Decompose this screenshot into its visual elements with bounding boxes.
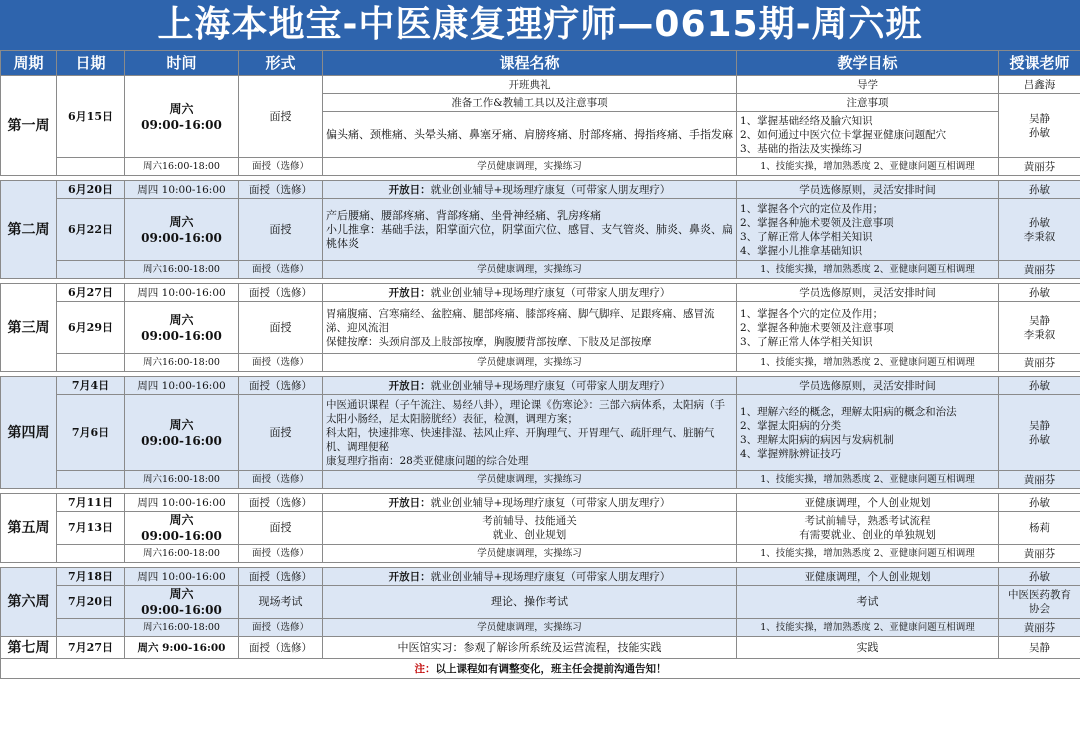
goal-line: 1、掌握各个穴的定位及作用； <box>740 307 884 320</box>
goal-line: 有需要就业、创业的单独规划 <box>799 529 936 541</box>
open-day-label: 开放日： <box>388 379 431 392</box>
teacher-cell: 孙敏 <box>999 568 1080 586</box>
course-line: 胃痛腹痛、宫寒痛经、盆腔痛、腿部疼痛、膝部疼痛、脚气脚痒、足跟疼痛、感冒流涕、迎风流泪 <box>326 307 715 334</box>
time-cell <box>125 76 239 158</box>
teacher-cell: 孙敏 <box>999 377 1080 395</box>
time-cell: 周四 10:00-16:00 <box>125 284 239 302</box>
teacher-cell: 孙敏 <box>999 181 1080 199</box>
course-line: 康复理疗指南：28类亚健康问题的综合处理 <box>326 454 529 467</box>
time-day: 周六 <box>169 513 194 527</box>
goal-cell: 1、技能实操，增加熟悉度 2、亚健康问题互相调理 <box>737 354 999 372</box>
time-cell: 周四 10:00-16:00 <box>125 181 239 199</box>
course-line: 保健按摩：头颈肩部及上肢部按摩，胸腹腰背部按摩、下肢及足部按摩 <box>326 335 652 348</box>
date-cell: 6月27日 <box>57 284 125 302</box>
week-label: 第四周 <box>1 377 57 489</box>
footer-label: 注： <box>414 662 436 675</box>
goal-cell: 1、技能实操，增加熟悉度 2、亚健康问题互相调理 <box>737 261 999 279</box>
open-day-text: 就业创业辅导+现场理疗康复（可带家人朋友理疗） <box>430 286 671 299</box>
teacher-name: 吴静 <box>1029 314 1050 327</box>
time-cell <box>125 512 239 545</box>
form-cell: 面授（选修） <box>239 261 323 279</box>
header-course: 课程名称 <box>323 51 737 76</box>
table-row <box>1 512 1080 545</box>
form-cell: 面授（选修） <box>239 494 323 512</box>
time-day: 周六 <box>169 101 194 116</box>
goal-line: 1、掌握基础经络及腧穴知识 <box>740 114 873 127</box>
course-cell: 学员健康调理，实操练习 <box>323 545 737 563</box>
week-label: 第七周 <box>1 637 57 659</box>
time-range: 09:00-16:00 <box>141 117 222 132</box>
open-day-text: 就业创业辅导+现场理疗康复（可带家人朋友理疗） <box>430 570 671 583</box>
course-cell: 学员健康调理，实操练习 <box>323 471 737 489</box>
table-row <box>1 586 1080 619</box>
teacher-cell: 黄丽芬 <box>999 471 1080 489</box>
goal-line: 2、掌握太阳病的分类 <box>740 419 842 432</box>
week-label: 第三周 <box>1 284 57 372</box>
form-cell: 面授 <box>239 199 323 261</box>
header-form: 形式 <box>239 51 323 76</box>
form-cell: 面授（选修） <box>239 545 323 563</box>
form-cell: 面授（选修） <box>239 637 323 659</box>
time-cell: 周六16:00-18:00 <box>125 471 239 489</box>
date-cell: 6月15日 <box>57 76 125 158</box>
goal-line: 3、了解正常人体学相关知识 <box>740 230 873 243</box>
open-day-label: 开放日： <box>388 496 431 509</box>
goal-line: 2、掌握各种施术要领及注意事项 <box>740 216 894 229</box>
time-cell: 周六16:00-18:00 <box>125 158 239 176</box>
date-cell: 7月20日 <box>57 586 125 619</box>
teacher-name: 李秉叙 <box>1023 328 1056 341</box>
date-cell: 7月13日 <box>57 512 125 545</box>
time-cell: 周六16:00-18:00 <box>125 619 239 637</box>
time-cell <box>125 586 239 619</box>
open-day-row <box>1 284 1080 302</box>
course-cell <box>323 284 737 302</box>
evening-row <box>1 261 1080 279</box>
open-day-row <box>1 181 1080 199</box>
course-line: 科太阳，快速排寒、快速排湿、祛风止痒、开胸理气、开胃理气、疏肝理气、脏腑气机、调理便秘 <box>326 426 715 453</box>
goal-cell: 学员选修原则，灵活安排时间 <box>737 181 999 199</box>
time-range: 09:00-16:00 <box>141 433 222 448</box>
goal-line: 3、基础的指法及实操练习 <box>740 142 863 155</box>
course-cell: 学员健康调理，实操练习 <box>323 261 737 279</box>
course-cell: 开班典礼 <box>323 76 737 94</box>
form-cell: 面授（选修） <box>239 181 323 199</box>
header-time: 时间 <box>125 51 239 76</box>
date-cell <box>57 545 125 563</box>
teacher-name: 孙敏 <box>1029 433 1050 446</box>
week-label: 第二周 <box>1 181 57 279</box>
teacher-cell: 黄丽芬 <box>999 619 1080 637</box>
course-cell: 学员健康调理，实操练习 <box>323 158 737 176</box>
week-label: 第一周 <box>1 76 57 176</box>
form-cell: 面授（选修） <box>239 568 323 586</box>
time-range: 09:00-16:00 <box>141 328 222 343</box>
evening-row <box>1 545 1080 563</box>
time-day: 周六 <box>169 214 194 229</box>
teacher-cell <box>999 395 1080 471</box>
schedule-table <box>0 50 1080 679</box>
goal-cell: 1、技能实操，增加熟悉度 2、亚健康问题互相调理 <box>737 471 999 489</box>
header-goal: 教学目标 <box>737 51 999 76</box>
time-cell: 周六16:00-18:00 <box>125 354 239 372</box>
teacher-name: 协会 <box>1029 603 1050 615</box>
date-cell <box>57 471 125 489</box>
form-cell: 现场考试 <box>239 586 323 619</box>
goal-cell: 亚健康调理，个人创业规划 <box>737 568 999 586</box>
teacher-cell: 黄丽芬 <box>999 545 1080 563</box>
goal-cell <box>737 302 999 354</box>
goal-cell: 1、技能实操，增加熟悉度 2、亚健康问题互相调理 <box>737 545 999 563</box>
form-cell: 面授（选修） <box>239 158 323 176</box>
form-cell: 面授 <box>239 512 323 545</box>
goal-cell: 1、技能实操，增加熟悉度 2、亚健康问题互相调理 <box>737 619 999 637</box>
goal-cell: 考试 <box>737 586 999 619</box>
open-day-row <box>1 568 1080 586</box>
course-cell <box>323 377 737 395</box>
time-day: 周六 <box>169 587 194 601</box>
week-label: 第五周 <box>1 494 57 563</box>
date-cell: 7月4日 <box>57 377 125 395</box>
goal-line: 2、掌握各种施术要领及注意事项 <box>740 321 894 334</box>
date-cell <box>57 354 125 372</box>
course-line: 考前辅导、技能通关 <box>482 515 577 527</box>
date-cell: 6月20日 <box>57 181 125 199</box>
time-cell: 周四 10:00-16:00 <box>125 494 239 512</box>
time-day: 周六 <box>169 312 194 327</box>
goal-cell: 导学 <box>737 76 999 94</box>
teacher-name: 吴静 <box>1029 419 1050 432</box>
evening-row <box>1 158 1080 176</box>
form-cell: 面授（选修） <box>239 354 323 372</box>
teacher-cell: 吕鑫海 <box>999 76 1080 94</box>
date-cell: 7月27日 <box>57 637 125 659</box>
course-cell: 准备工作&教辅工具以及注意事项 <box>323 94 737 112</box>
evening-row <box>1 619 1080 637</box>
teacher-cell: 孙敏 <box>999 284 1080 302</box>
course-cell: 学员健康调理，实操练习 <box>323 354 737 372</box>
course-line: 中医通识课程（子午流注、易经八卦），理论课《伤寒论》：三部六病体系，太阳病（手太阳小肠经，足太阳膀胱经）表征，检测，调理方案； <box>326 398 725 425</box>
footer-row <box>1 659 1080 679</box>
time-range: 09:00-16:00 <box>141 603 222 617</box>
teacher-name: 李秉叙 <box>1023 230 1056 243</box>
date-cell: 7月6日 <box>57 395 125 471</box>
week-label: 第六周 <box>1 568 57 637</box>
date-cell: 6月29日 <box>57 302 125 354</box>
teacher-name: 吴静 <box>1029 112 1050 125</box>
goal-line: 4、掌握辨脉辨证技巧 <box>740 447 842 460</box>
evening-row <box>1 471 1080 489</box>
teacher-cell: 黄丽芬 <box>999 158 1080 176</box>
form-cell: 面授 <box>239 395 323 471</box>
goal-cell: 注意事项 <box>737 94 999 112</box>
goal-line: 2、如何通过中医穴位卡掌握亚健康问题配穴 <box>740 128 947 141</box>
header-period: 周期 <box>1 51 57 76</box>
course-cell: 理论、操作考试 <box>323 586 737 619</box>
teacher-cell: 孙敏 <box>999 494 1080 512</box>
goal-line: 4、掌握小儿推拿基础知识 <box>740 244 863 257</box>
date-cell <box>57 158 125 176</box>
time-cell <box>125 199 239 261</box>
table-row <box>1 76 1080 94</box>
time-cell: 周六16:00-18:00 <box>125 545 239 563</box>
form-cell: 面授（选修） <box>239 377 323 395</box>
form-cell: 面授（选修） <box>239 471 323 489</box>
goal-line: 1、掌握各个穴的定位及作用； <box>740 202 884 215</box>
goal-line: 考试前辅导，熟悉考试流程 <box>804 515 931 527</box>
goal-cell <box>737 395 999 471</box>
course-line: 小儿推拿：基础手法，阳掌面穴位，阴掌面穴位、感冒、支气管炎、肺炎、鼻炎、扁桃体炎 <box>326 222 733 250</box>
course-cell <box>323 494 737 512</box>
teacher-name: 孙敏 <box>1029 126 1050 139</box>
open-day-label: 开放日： <box>388 183 431 196</box>
table-row <box>1 395 1080 471</box>
header-row <box>1 51 1080 76</box>
date-cell <box>57 619 125 637</box>
course-cell <box>323 568 737 586</box>
date-cell: 7月11日 <box>57 494 125 512</box>
form-cell: 面授（选修） <box>239 619 323 637</box>
goal-line: 3、了解正常人体学相关知识 <box>740 335 873 348</box>
time-cell <box>125 302 239 354</box>
course-cell <box>323 199 737 261</box>
time-range: 09:00-16:00 <box>141 230 222 245</box>
course-cell <box>323 302 737 354</box>
time-range: 09:00-16:00 <box>141 529 222 543</box>
goal-cell: 学员选修原则，灵活安排时间 <box>737 284 999 302</box>
course-line: 产后腰痛、腰部疼痛、背部疼痛、坐骨神经痛、乳房疼痛 <box>326 208 601 222</box>
footer-note <box>1 659 1080 679</box>
goal-cell <box>737 199 999 261</box>
footer-text: 以上课程如有调整变化，班主任会提前沟通告知！ <box>435 662 667 675</box>
course-line: 就业、创业规划 <box>492 529 567 541</box>
teacher-cell: 吴静 <box>999 637 1080 659</box>
teacher-name: 孙敏 <box>1029 216 1050 229</box>
header-teacher: 授课老师 <box>999 51 1080 76</box>
table-row <box>1 199 1080 261</box>
goal-cell <box>737 112 999 158</box>
teacher-cell <box>999 302 1080 354</box>
date-cell: 6月22日 <box>57 199 125 261</box>
open-day-row <box>1 377 1080 395</box>
table-row <box>1 637 1080 659</box>
open-day-text: 就业创业辅导+现场理疗康复（可带家人朋友理疗） <box>430 379 671 392</box>
form-cell: 面授（选修） <box>239 284 323 302</box>
goal-cell: 学员选修原则，灵活安排时间 <box>737 377 999 395</box>
header-date: 日期 <box>57 51 125 76</box>
form-cell: 面授 <box>239 302 323 354</box>
course-cell <box>323 181 737 199</box>
time-cell <box>125 395 239 471</box>
teacher-cell: 黄丽芬 <box>999 261 1080 279</box>
evening-row <box>1 354 1080 372</box>
open-day-text: 就业创业辅导+现场理疗康复（可带家人朋友理疗） <box>430 496 671 509</box>
course-cell <box>323 395 737 471</box>
teacher-cell: 黄丽芬 <box>999 354 1080 372</box>
course-cell: 偏头痛、颈椎痛、头晕头痛、鼻塞牙痛、肩膀疼痛、肘部疼痛、拇指疼痛、手指发麻 <box>323 112 737 158</box>
goal-line: 3、理解太阳病的病因与发病机制 <box>740 433 894 446</box>
teacher-name: 中医医药教育 <box>1008 589 1071 601</box>
course-cell: 中医馆实习：参观了解诊所系统及运营流程，技能实践 <box>323 637 737 659</box>
time-cell: 周六16:00-18:00 <box>125 261 239 279</box>
goal-line: 1、理解六经的概念，理解太阳病的概念和治法 <box>740 405 957 418</box>
open-day-label: 开放日： <box>388 286 431 299</box>
date-cell: 7月18日 <box>57 568 125 586</box>
date-cell <box>57 261 125 279</box>
open-day-text: 就业创业辅导+现场理疗康复（可带家人朋友理疗） <box>430 183 671 196</box>
teacher-cell <box>999 94 1080 158</box>
goal-cell: 1、技能实操，增加熟悉度 2、亚健康问题互相调理 <box>737 158 999 176</box>
goal-cell <box>737 512 999 545</box>
goal-cell: 亚健康调理，个人创业规划 <box>737 494 999 512</box>
teacher-cell: 杨莉 <box>999 512 1080 545</box>
teacher-cell <box>999 199 1080 261</box>
time-cell: 周四 10:00-16:00 <box>125 568 239 586</box>
goal-cell: 实践 <box>737 637 999 659</box>
teacher-cell <box>999 586 1080 619</box>
time-day: 周六 <box>169 417 194 432</box>
page-title: 上海本地宝-中医康复理疗师—0615期-周六班 <box>0 0 1080 50</box>
time-cell: 周四 10:00-16:00 <box>125 377 239 395</box>
course-cell <box>323 512 737 545</box>
form-cell: 面授 <box>239 76 323 158</box>
course-cell: 学员健康调理，实操练习 <box>323 619 737 637</box>
table-row <box>1 302 1080 354</box>
time-cell: 周六 9:00-16:00 <box>125 637 239 659</box>
open-day-label: 开放日： <box>388 570 431 583</box>
open-day-row <box>1 494 1080 512</box>
